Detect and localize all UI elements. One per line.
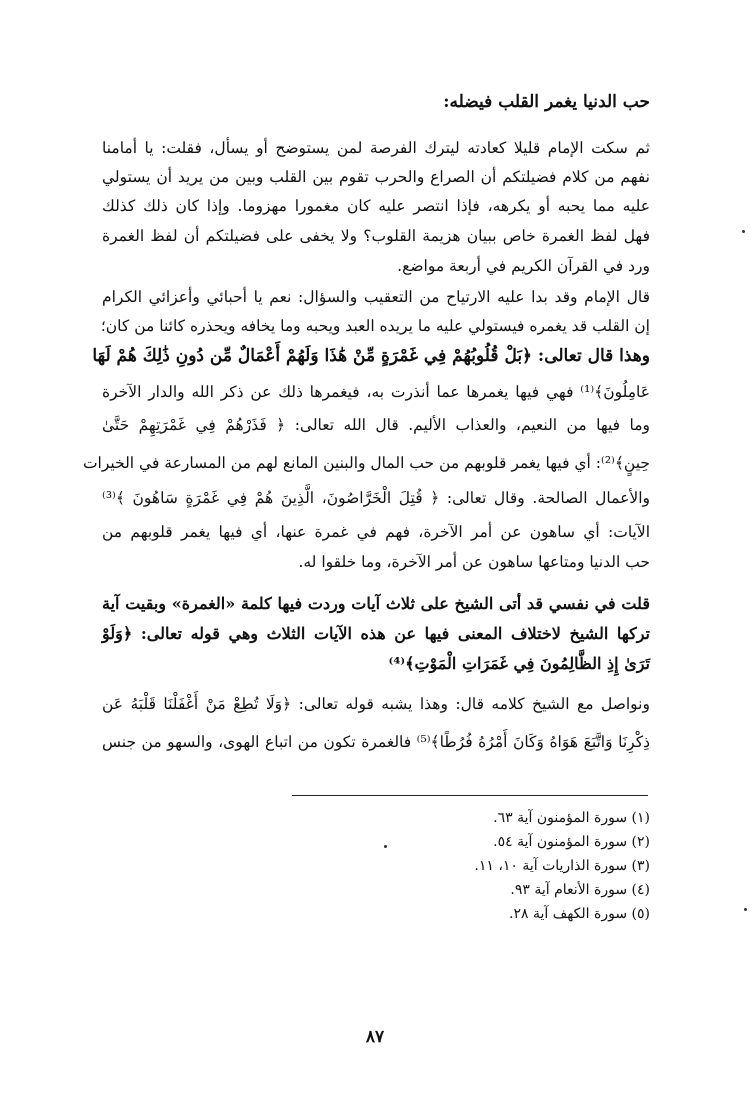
footnote-5: (٥) سورة الكهف آية ٢٨. — [509, 906, 650, 922]
paragraph-2-line: والأعمال الصالحة. وقال تعالى: ﴿ قُتِلَ الْخَرَّاصُونَ، الَّذِينَ هُمْ فِي غَمْرَةٍ سَاهُونَ ﴾⁽³⁾ — [102, 489, 650, 507]
paragraph-2-line: وما فيها من النعيم، والعذاب الأليم. قال الله تعالى: ﴿ فَذَرْهُمْ فِي غَمْرَتِهِمْ حَتَّىٰ — [102, 416, 650, 434]
section-heading: حب الدنيا يغمر القلب فيضله: — [443, 92, 650, 112]
paragraph-2-line: قال الإمام وقد بدا عليه الارتياح من التعقيب والسؤال: نعم يا أحبائي وأعزائي الكرام — [102, 288, 650, 306]
scan-speck — [742, 230, 745, 233]
scan-speck — [384, 845, 387, 848]
scan-speck — [744, 908, 747, 911]
paragraph-3-line: تَرَىٰ إِذِ الظَّالِمُونَ فِي غَمَرَاتِ الْمَوْتِ﴾⁽⁴⁾ — [388, 654, 650, 673]
paragraph-3-line: قلت في نفسي قد أتى الشيخ على ثلاث آيات وردت فيها كلمة «الغمرة» وبقيت آية — [102, 594, 650, 613]
paragraph-1-line: نفهم من كلام فضيلتكم أن الصراع والحرب تقوم بين القلب وبين من يريد أن يستولي — [102, 168, 650, 186]
paragraph-1-line: فهل لفظ الغمرة خاص ببيان هزيمة القلوب؟ ولا يخفى على فضيلتكم أن لفظ الغمرة — [102, 227, 650, 245]
footnote-1: (١) سورة المؤمنون آية ٦٣. — [493, 810, 650, 826]
paragraph-2-line: الآيات: أي ساهون عن أمر الآخرة، فهم في غمرة عنها، أي فيها يغمر قلوبهم من — [102, 523, 650, 541]
paragraph-1-line: عليه مما يحبه أو يكرهه، فإذا انتصر عليه كان مغمورا مهزوما. وإذا كان ذلك كذلك — [102, 197, 650, 215]
paragraph-2-line: حِينٍ﴾⁽²⁾: أي فيها يغمر قلوبهم من حب المال والبنين المانع لهم من المسارعة في الخيرات — [82, 454, 650, 472]
footnote-separator — [292, 795, 648, 796]
page-number: ٨٧ — [365, 1027, 385, 1047]
paragraph-4-line: ذِكْرِنَا وَاتَّبَعَ هَوَاهُ وَكَانَ أَمْرُهُ فُرُطًا﴾⁽⁵⁾ فالغمرة تكون من اتباع الهوى، والسهو من جنس — [102, 733, 650, 751]
paragraph-2-line: إن القلب قد يغمره فيستولي عليه ما يريده العبد ويحبه وما يخافه ويحذره كائنا من كان؛ — [100, 317, 650, 335]
paragraph-4-line: ونواصل مع الشيخ كلامه قال: وهذا يشبه قوله تعالى: ﴿وَلَا تُطِعْ مَنْ أَغْفَلْنَا قَلْبَهُ عَن — [102, 695, 650, 713]
footnote-3: (٣) سورة الذاريات آية ١٠، ١١. — [474, 858, 650, 874]
paragraph-1-line: ورد في القرآن الكريم في أربعة مواضع. — [397, 257, 650, 275]
footnote-4: (٤) سورة الأنعام آية ٩٣. — [510, 882, 650, 898]
paragraph-2-line: عَامِلُونَ﴾⁽¹⁾ فهي فيها يغمرها عما أنذرت به، فيغمرها ذلك عن ذكر الله والدار الآخرة — [102, 383, 650, 401]
paragraph-3-line: تركها الشيخ لاختلاف المعنى فيها عن هذه الآيات الثلاث وهي قوله تعالى: ﴿وَلَوْ — [102, 624, 650, 643]
paragraph-2-verse-line: وهذا قال تعالى: ﴿بَلْ قُلُوبُهُمْ فِي غَمْرَةٍ مِّنْ هَٰذَا وَلَهُمْ أَعْمَالٌ مِّن دُونِ ذَٰلِكَ هُمْ لَهَا — [92, 346, 650, 366]
paragraph-1-line: ثم سكت الإمام قليلا كعادته ليترك الفرصة لمن يستوضح أو يسأل، فقلت: يا أمامنا — [102, 139, 650, 157]
footnote-2: (٢) سورة المؤمنون آية ٥٤. — [493, 834, 650, 850]
paragraph-2-line: حب الدنيا ومتاعها ساهون عن أمر الآخرة، وما خلقوا له. — [298, 553, 650, 571]
